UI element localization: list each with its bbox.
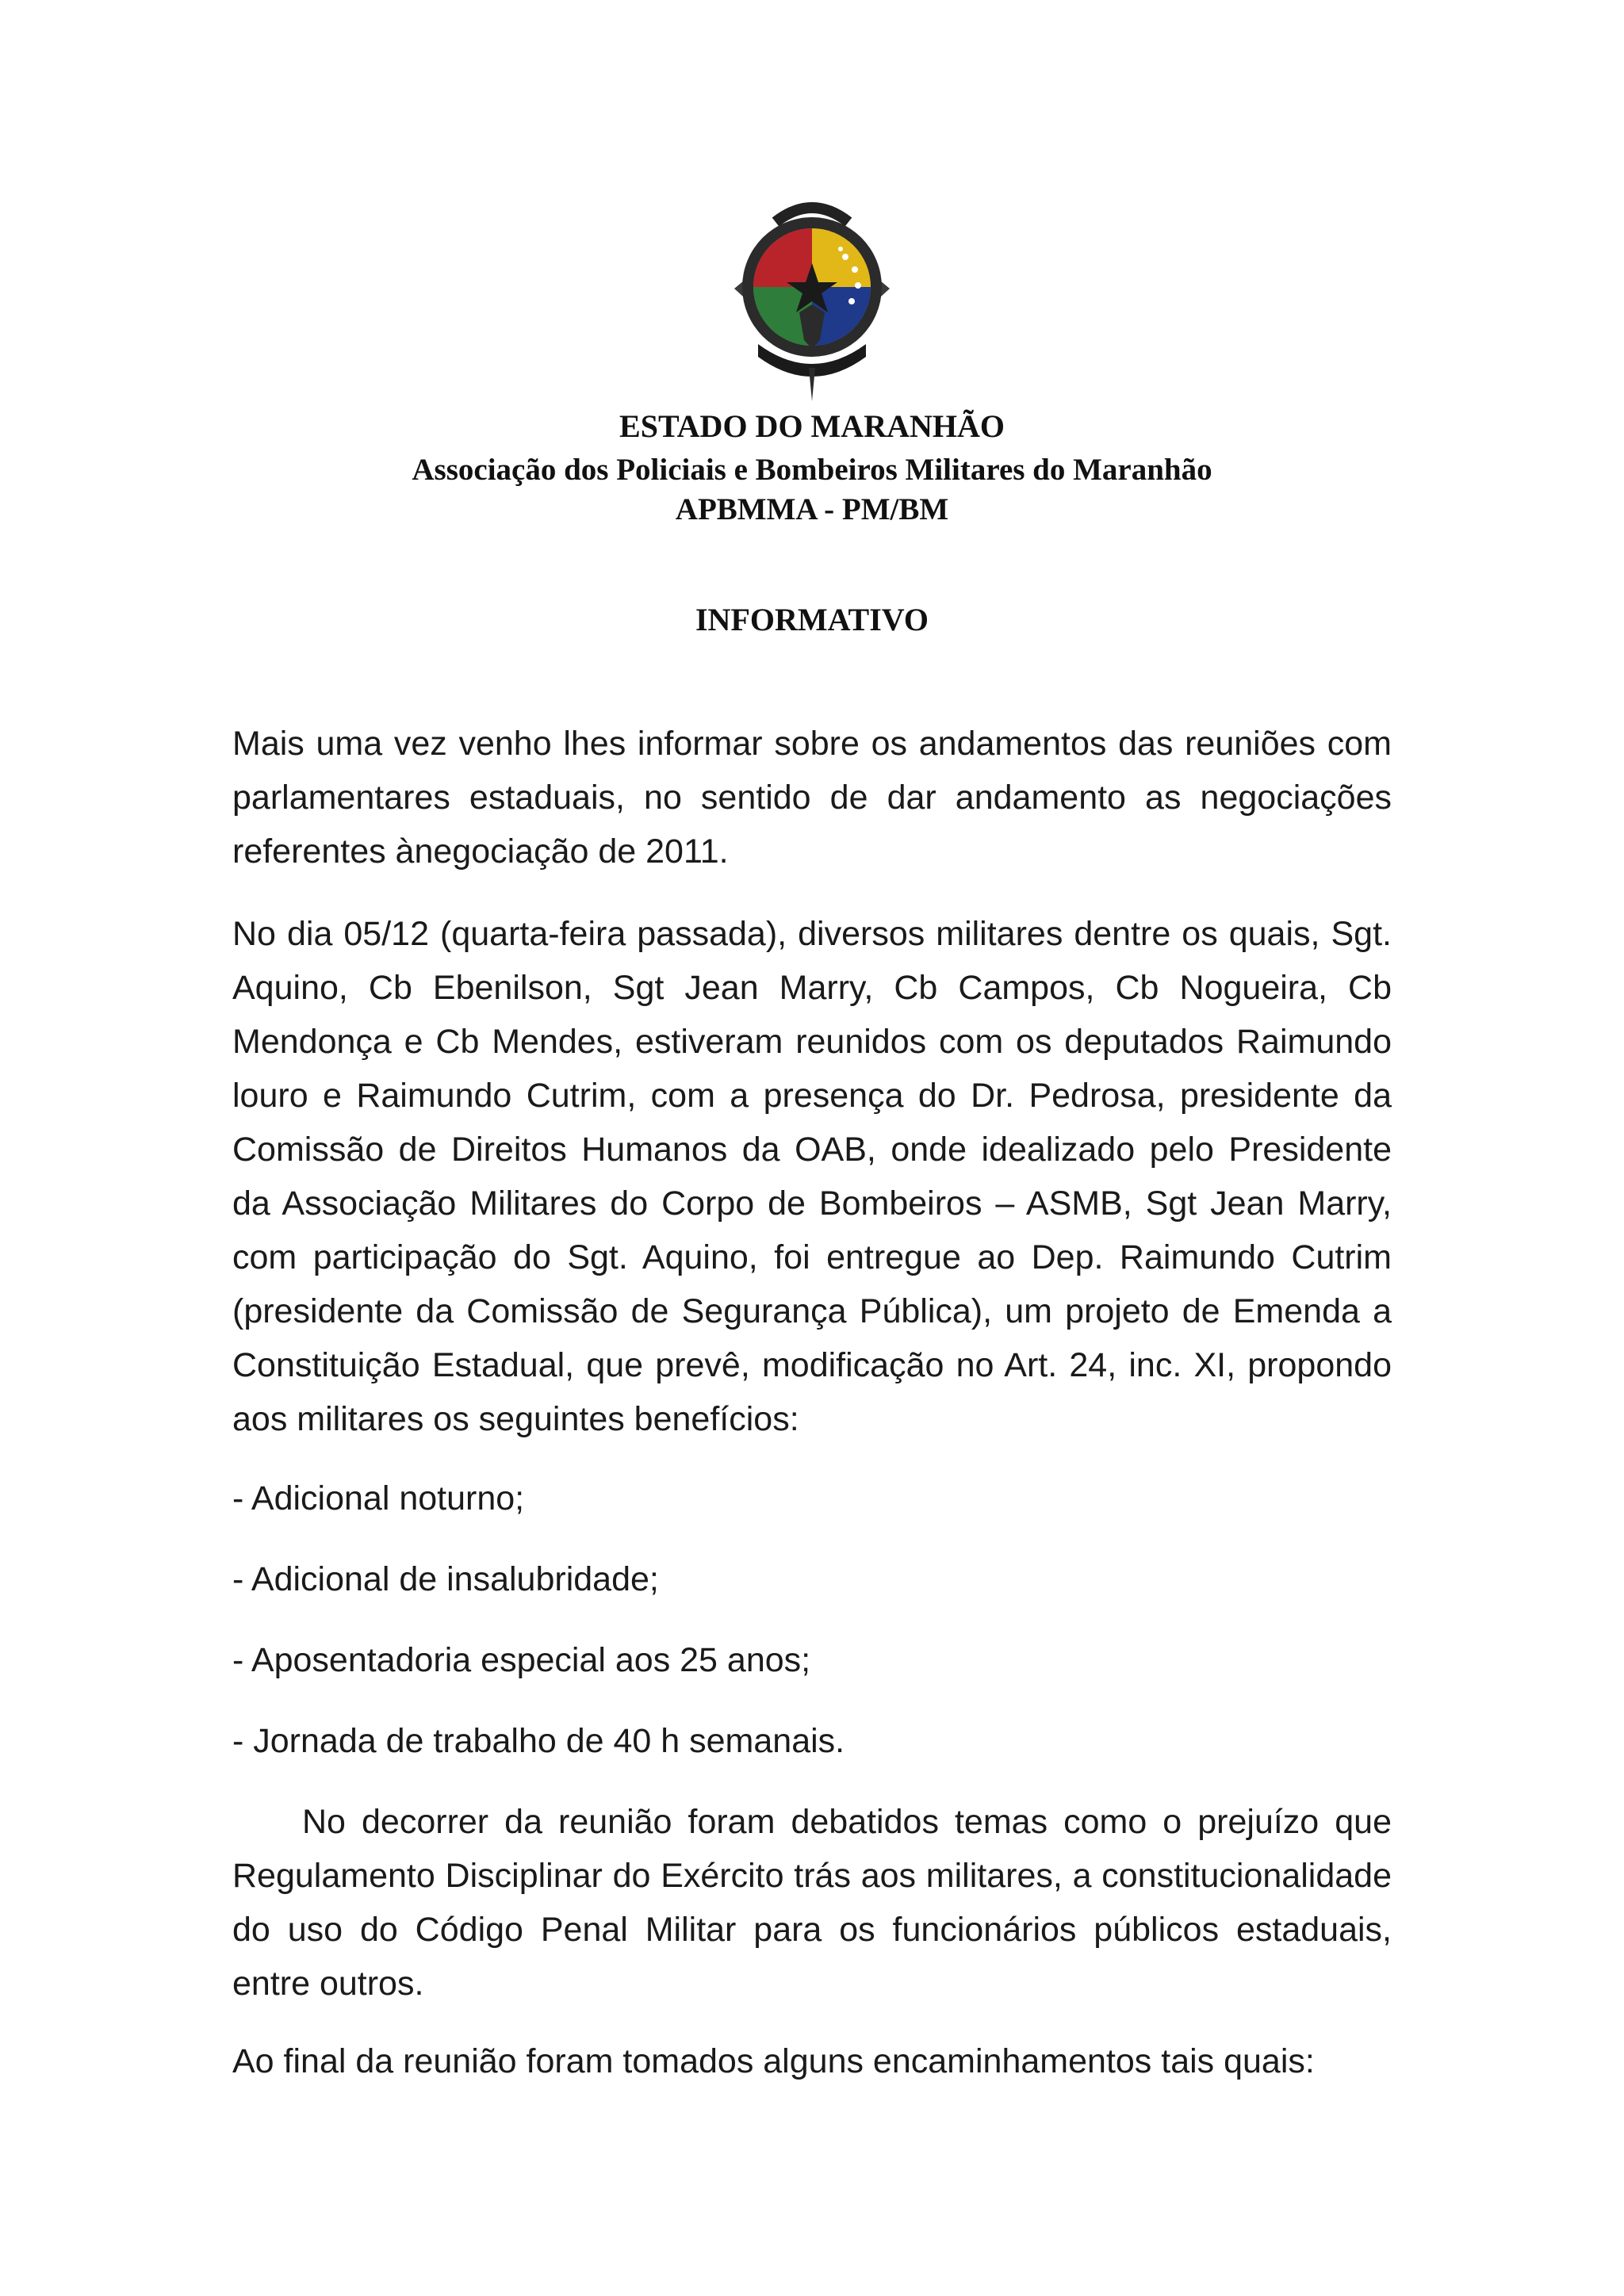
paragraph-debate: No decorrer da reunião foram debatidos temas como o prejuízo que Regulamento Disciplinar do Exército trás aos militares, a constitucionalidade do uso do Código Penal Militar para os funcionários públicos estaduais, entre outros. (232, 1803, 1392, 2003)
paragraph-intro: Mais uma vez venho lhes informar sobre os andamentos das reuniões com parlamentares estaduais, no sentido de dar andamento as negociações referentes ànegociação de 2011. (232, 725, 1392, 871)
paragraph-meeting: No dia 05/12 (quarta-feira passada), diversos militares dentre os quais, Sgt. Aquino, Cb Ebenilson, Sgt Jean Marry, Cb Campos, Cb Nogueira, Cb Mendonça e Cb Mendes, estiveram reunidos com os deputados Raimundo louro e Raimundo Cutrim, com a presença do Dr. Pedrosa, presidente da Comissão de Direitos Humanos da OAB, onde idealizado pelo Presidente da Associação Militares do Corpo de Bombeiros – ASMB, Sgt Jean Marry, com participação do Sgt. Aquino, foi entregue ao Dep. Raimundo Cutrim (presidente da Comissão de Segurança Pública), um projeto de Emenda a Constituição Estadual, que prevê, modificação no Art. 24, inc. XI, propondo aos militares os seguintes benefícios: (232, 915, 1392, 1438)
benefit-list-item: - Adicional noturno; (232, 1479, 525, 1517)
association-name: Associação dos Policiais e Bombeiros Militares do Maranhão (412, 453, 1212, 487)
association-abbreviation: APBMMA - PM/BM (675, 492, 949, 526)
association-emblem-icon (726, 193, 898, 401)
benefit-list-item: - Aposentadoria especial aos 25 anos; (232, 1641, 811, 1679)
state-heading: ESTADO DO MARANHÃO (619, 408, 1005, 444)
benefit-list-item: - Adicional de insalubridade; (232, 1560, 659, 1598)
paragraph-conclusion: Ao final da reunião foram tomados alguns encaminhamentos tais quais: (232, 2042, 1315, 2080)
document-title: INFORMATIVO (695, 602, 929, 637)
benefit-list-item: - Jornada de trabalho de 40 h semanais. (232, 1722, 845, 1760)
